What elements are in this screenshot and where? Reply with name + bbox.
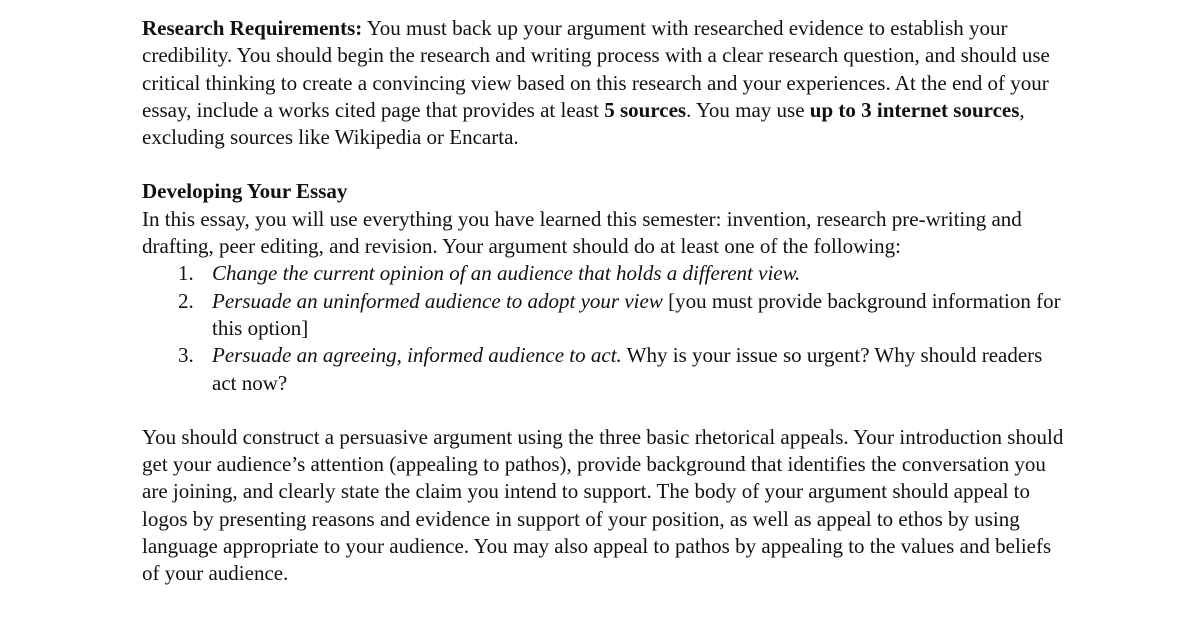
- spacer: [142, 151, 1072, 178]
- research-paragraph: [142, 15, 1072, 151]
- list-number: 1.: [178, 261, 194, 286]
- list-italic-text: Change the current opinion of an audience that holds a different view.: [212, 261, 801, 286]
- list-number: 2.: [178, 288, 194, 313]
- spacer: [142, 397, 1072, 424]
- research-heading: Research Requirements:: [142, 16, 363, 40]
- list-italic-text: Persuade an agreeing, informed audience to act.: [212, 343, 622, 368]
- list-item: [178, 260, 1072, 287]
- list-text: Why is your issue so urgent? Why should readers act now?: [212, 343, 1043, 395]
- document-page: [142, 15, 1072, 588]
- list-text: [you must provide background information for this option]: [212, 288, 1061, 340]
- list-italic-text: Persuade an uninformed audience to adopt your view: [212, 288, 663, 313]
- list-item: [178, 288, 1072, 343]
- research-text-1: You must back up your argument with researched evidence to establish your credibility. You should begin the research and writing process with a clear research question, and should use critical thinking to create a convincing view based on this research and your experiences. At the end of your essay, include a works cited page that provides at least: [142, 16, 1050, 122]
- developing-heading: Developing Your Essay: [142, 179, 348, 204]
- list-number: 3.: [178, 343, 194, 368]
- research-bold-sources: 5 sources: [604, 97, 687, 122]
- appeals-paragraph: You should construct a persuasive argument using the three basic rhetorical appeals. Your introduction should get your audience’s attention (appealing to pathos), provide background that identifies the conversation you are joining, and clearly state the claim you intend to support. The body of your argument should appeal to logos by presenting reasons and evidence in support of your position, as well as appeal to ethos by using language appropriate to your audience. You may also appeal to pathos by appealing to the values and beliefs of your audience.: [142, 424, 1064, 586]
- list-item: [178, 342, 1072, 397]
- research-bold-internet: up to 3 internet sources: [809, 97, 1020, 122]
- research-text-3: , excluding sources like Wikipedia or Encarta.: [142, 97, 1025, 150]
- research-text-2: . You may use: [686, 97, 810, 122]
- developing-intro: In this essay, you will use everything you have learned this semester: invention, research pre-writing and drafting, peer editing, and revision. Your argument should do at least one of the following:: [142, 206, 1022, 259]
- options-list: [142, 260, 1072, 396]
